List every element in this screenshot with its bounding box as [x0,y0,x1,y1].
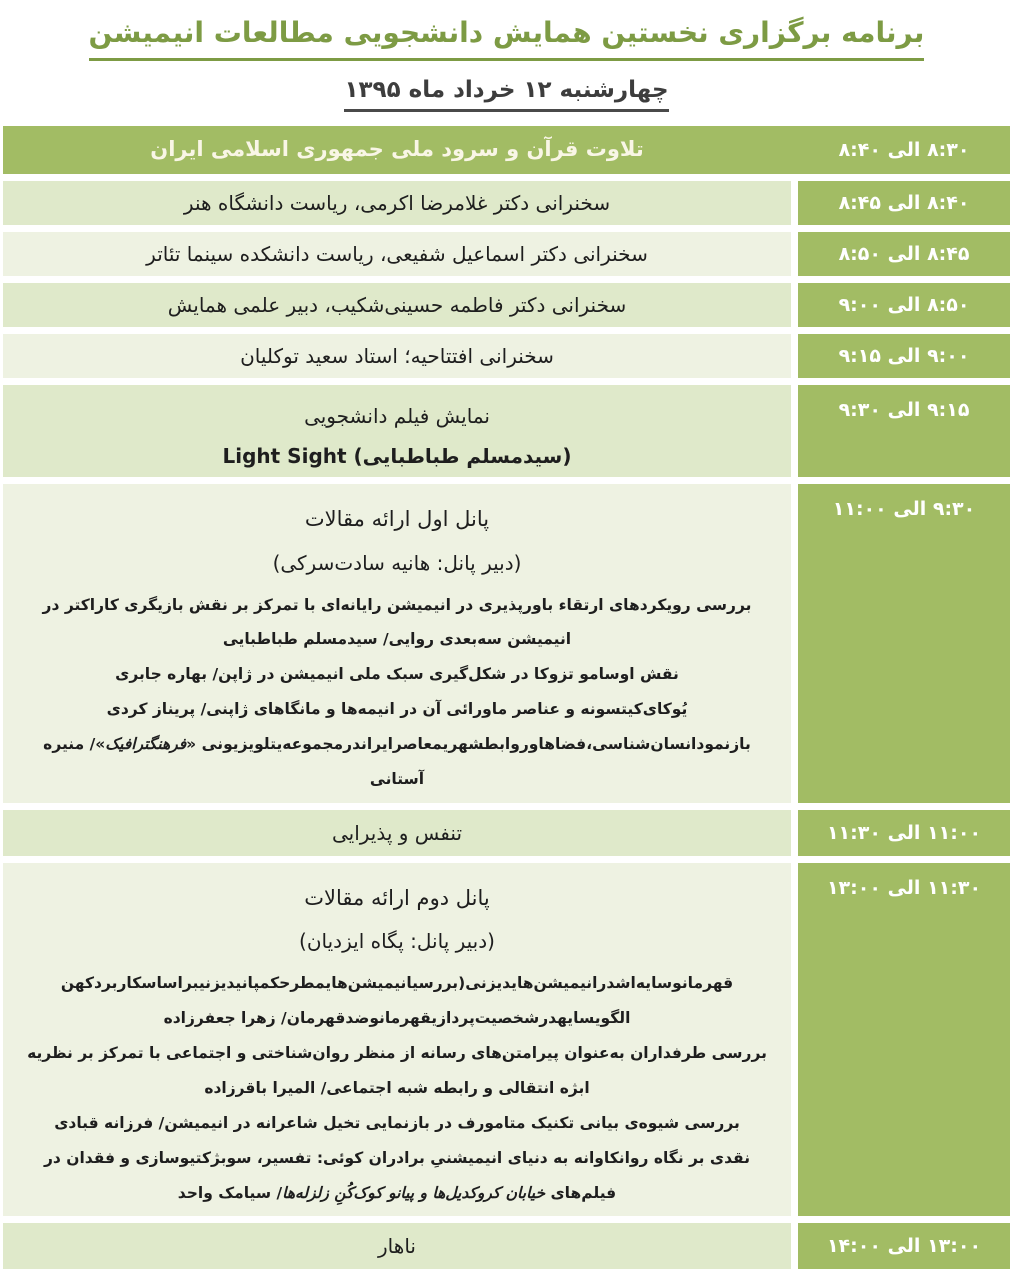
event-content [3,385,791,477]
panel2-content [3,863,791,1217]
schedule-row-speech-akrami [3,181,1010,225]
schedule-table [3,126,1010,1269]
paper-title-italic: فرهنگترافیک [105,735,187,753]
paper-item [17,1141,777,1211]
paper-text: نقدی بر نگاه روانکاوانه به دنیای انیمیشنیِ برادران کوئی: تفسیر، سوبژکتیوسازی و فقدان در فیلم‌های [43,1148,751,1202]
paper-item: بررسی طرفداران به‌عنوان پیرامتن‌های رسانه از منظر روان‌شناختی و اجتماعی با تمرکز بر نظریه ابژه انتقالی و رابطه شبه اجتماعی/ المیرا باقرزاده [27,1044,767,1097]
event-title: تنفس و پذیرایی [3,810,791,856]
column-gap [791,232,798,276]
column-gap [791,385,798,477]
paper-text: / سیامک واحد [177,1183,283,1202]
time-cell: ۹:۱۵ الی ۹:۳۰ [798,385,1010,477]
panel2-chair: (دبیر پانل: پگاه ایزدیان) [299,929,495,954]
column-gap [791,1223,798,1269]
event-title: سخنرانی دکتر غلامرضا اکرمی، ریاست دانشگاه هنر [3,181,791,225]
column-gap [791,181,798,225]
event-title: سخنرانی افتتاحیه؛ استاد سعید توکلیان [3,334,791,378]
column-gap [791,484,798,803]
paper-item [17,727,777,797]
column-gap [791,283,798,327]
paper-item: بررسی رویکردهای ارتقاء باورپذیری در انیمیشن رایانه‌ای با تمرکز بر نقش بازیگری کاراکتر در انیمیشن سه‌بعدی روایی/ سیدمسلم طباطبایی [42,595,752,649]
time-cell: ۸:۵۰ الی ۹:۰۰ [798,283,1010,327]
time-cell: ۸:۴۵ الی ۸:۵۰ [798,232,1010,276]
film-title: Light Sight (سیدمسلم طباطبایی) [222,444,572,468]
schedule-row-panel2 [3,863,1010,1217]
time-cell: ۸:۳۰ الی ۸:۴۰ [838,139,970,161]
event-title: تلاوت قرآن و سرود ملی جمهوری اسلامی ایران [150,137,644,162]
schedule-row-break [3,810,1010,856]
schedule-row-film-screening [3,385,1010,477]
schedule-row-speech-hosseinishakib [3,283,1010,327]
paper-item: نقش اوسامو تزوکا در شکل‌گیری سبک ملی انیمیشن در ژاپن/ بهاره جابری [115,665,679,684]
schedule-row-speech-shafiei [3,232,1010,276]
column-gap [791,863,798,1217]
panel1-heading: پانل اول ارائه مقالات [304,507,490,531]
schedule-row-opening-speech [3,334,1010,378]
column-gap [791,126,798,174]
event-title: ناهار [3,1223,791,1269]
schedule-row-opening [3,126,1010,174]
event-title: سخنرانی دکتر اسماعیل شفیعی، ریاست دانشکده سینما تئاتر [3,232,791,276]
schedule-row-panel1 [3,484,1010,803]
column-gap [791,810,798,856]
time-cell: ۹:۰۰ الی ۹:۱۵ [798,334,1010,378]
column-gap [791,334,798,378]
page-subtitle: چهارشنبه ۱۲ خرداد ماه ۱۳۹۵ [344,77,668,112]
time-cell: ۱۱:۰۰ الی ۱۱:۳۰ [798,810,1010,856]
panel2-heading: پانل دوم ارائه مقالات [304,885,490,910]
panel1-chair: (دبیر پانل: هانیه سادت‌سرکی) [272,550,522,575]
time-cell: ۸:۴۰ الی ۸:۴۵ [798,181,1010,225]
time-cell: ۱۱:۳۰ الی ۱۳:۰۰ [798,863,1010,1217]
paper-text: بازنمودانسان‌شناسی،فضاهاوروابطشهریمعاصرایراندرمجموعه‌یتلویزیونی « [186,735,751,753]
paper-item: یُوکای‌کیتسونه و عناصر ماورائی آن در انیمه‌ها و مانگاهای ژاپنی/ پریناز کردی [106,700,688,719]
time-cell: ۹:۳۰ الی ۱۱:۰۰ [798,484,1010,803]
event-title: سخنرانی دکتر فاطمه حسینی‌شکیب، دبیر علمی همایش [3,283,791,327]
schedule-row-lunch [3,1223,1010,1269]
time-cell: ۱۳:۰۰ الی ۱۴:۰۰ [798,1223,1010,1269]
panel1-content [3,484,791,803]
film-row-label: نمایش فیلم دانشجویی [304,404,490,428]
paper-title-italic: خیابان کروکدیل‌ها و پیانو کوک‌کُنِ زلزله‌ها [282,1183,546,1202]
paper-text: »/ منیره آستانی [43,735,425,788]
header [0,0,1013,112]
paper-item: بررسی شیوه‌ی بیانی تکنیک متامورف در بازنمایی تخیل شاعرانه در انیمیشن/ فرزانه قبادی [54,1113,740,1132]
page-title: برنامه برگزاری نخستین همایش دانشجویی مطالعات انیمیشن [89,16,925,61]
paper-item: قهرمانوسایه‌اشدرانیمیشن‌هایدیزنی(بررسیانیمیشن‌هایمطرحکمپانیدیزنیبراساسکاربردکهن الگویسایهدرشخصیت‌پردازیقهرمانوضدقهرمان/ زهرا جعفرزاده [60,974,734,1028]
